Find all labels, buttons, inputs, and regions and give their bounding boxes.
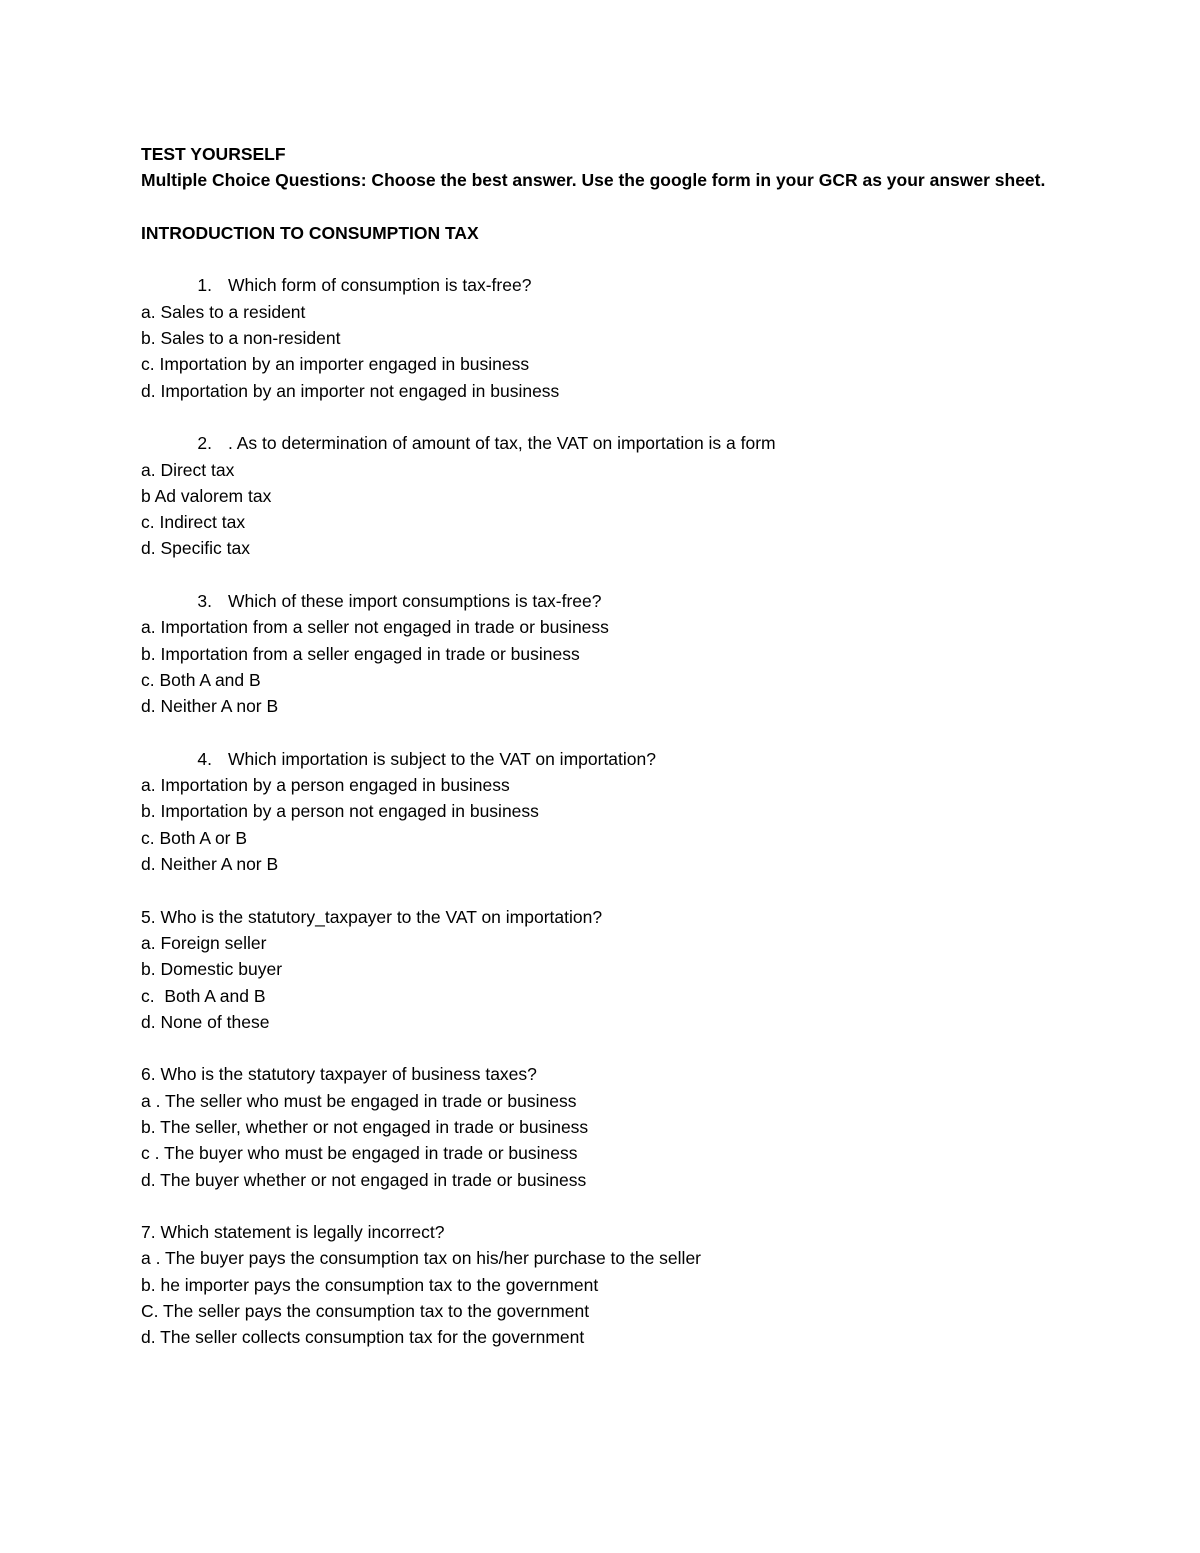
choice: d. Neither A nor B	[141, 696, 279, 717]
question-text: . As to determination of amount of tax, the VAT on importation is a form	[228, 433, 776, 454]
question-1	[141, 272, 1061, 298]
choice: d. Neither A nor B	[141, 854, 279, 875]
choice: C. The seller pays the consumption tax to the government	[141, 1301, 590, 1322]
choice: a. Importation from a seller not engaged in trade or business	[141, 617, 609, 638]
question-text: Which of these import consumptions is tax-free?	[228, 591, 602, 612]
spacer	[141, 1193, 1061, 1219]
choice: c. Both A and B	[141, 985, 266, 1006]
choice: a. Importation by a person engaged in business	[141, 775, 510, 796]
choice: a. Foreign seller	[141, 932, 267, 953]
choice: b. he importer pays the consumption tax to the government	[141, 1274, 599, 1295]
choice: b. The seller, whether or not engaged in trade or business	[141, 1116, 589, 1137]
choice: d. None of these	[141, 1011, 270, 1032]
choice: c. Importation by an importer engaged in business	[141, 354, 530, 375]
spacer	[141, 720, 1061, 746]
choice: a . The buyer pays the consumption tax on his/her purchase to the seller	[141, 1248, 701, 1269]
question-5: 5. Who is the statutory_taxpayer to the VAT on importation?	[141, 906, 603, 927]
question-2	[141, 430, 1061, 456]
choice: a . The seller who must be engaged in trade or business	[141, 1090, 577, 1111]
section-heading: INTRODUCTION TO CONSUMPTION TAX	[141, 222, 479, 243]
choice: b. Importation by a person not engaged in business	[141, 801, 539, 822]
question-number: 4.	[197, 748, 212, 769]
question-6: 6. Who is the statutory taxpayer of business taxes?	[141, 1064, 537, 1085]
question-number: 1.	[197, 275, 212, 296]
choice: b. Importation from a seller engaged in trade or business	[141, 643, 580, 664]
spacer	[141, 404, 1061, 430]
choice: b Ad valorem tax	[141, 485, 272, 506]
choice: b. Domestic buyer	[141, 959, 283, 980]
choice: d. The seller collects consumption tax for the government	[141, 1327, 585, 1348]
choice: d. Specific tax	[141, 538, 250, 559]
choice: d. Importation by an importer not engaged in business	[141, 380, 560, 401]
choice: c . The buyer who must be engaged in trade or business	[141, 1143, 578, 1164]
choice: b. Sales to a non-resident	[141, 328, 341, 349]
instructions: Multiple Choice Questions: Choose the best answer. Use the google form in your GCR as your answer sheet.	[141, 170, 1046, 191]
spacer	[141, 194, 1061, 220]
spacer	[141, 562, 1061, 588]
question-3	[141, 588, 1061, 614]
question-number: 2.	[197, 433, 212, 454]
choice: a. Direct tax	[141, 459, 235, 480]
choice: c. Both A or B	[141, 827, 248, 848]
question-text: Which form of consumption is tax-free?	[228, 275, 532, 296]
spacer	[141, 1035, 1061, 1061]
question-text: Which importation is subject to the VAT on importation?	[228, 748, 656, 769]
question-7: 7. Which statement is legally incorrect?	[141, 1222, 445, 1243]
document-page	[141, 141, 1061, 1351]
choice: c. Both A and B	[141, 669, 261, 690]
doc-title: TEST YOURSELF	[141, 144, 286, 164]
spacer	[141, 877, 1061, 903]
choice: d. The buyer whether or not engaged in trade or business	[141, 1169, 587, 1190]
question-4	[141, 746, 1061, 772]
spacer	[141, 246, 1061, 272]
choice: a. Sales to a resident	[141, 301, 306, 322]
question-number: 3.	[197, 591, 212, 612]
choice: c. Indirect tax	[141, 512, 246, 533]
